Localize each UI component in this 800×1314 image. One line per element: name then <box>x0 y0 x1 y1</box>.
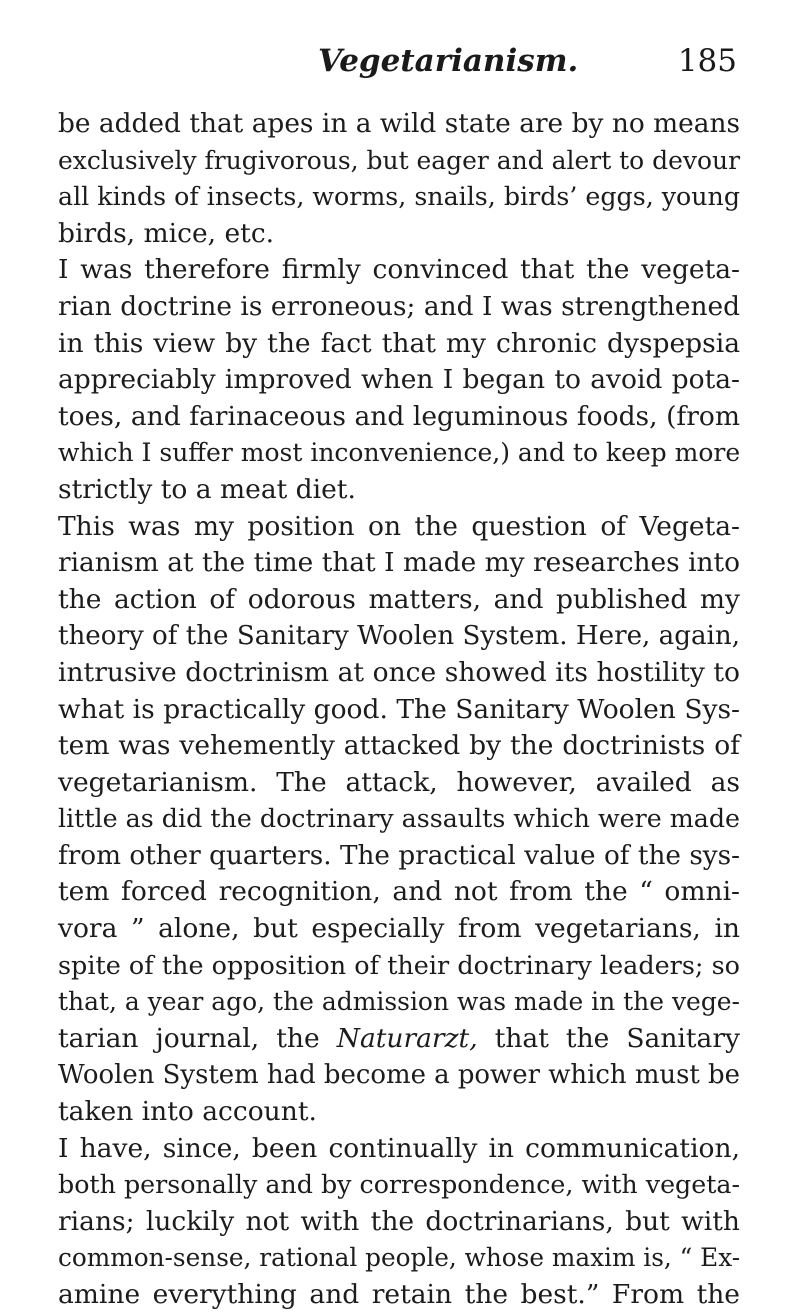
text-line: Woolen System had become a power which must be <box>58 1060 740 1091</box>
text-line: strictly to a meat diet. <box>58 473 356 505</box>
text-line: taken into account. <box>58 1096 317 1128</box>
text-line: little as did the doctrinary assaults which were made <box>58 804 740 834</box>
text-line: rians; luckily not with the doctrinarians, but with <box>58 1205 740 1237</box>
text-line: which I suffer most inconvenience,) and to keep more <box>58 438 741 468</box>
text-line: I was therefore firmly convinced that the vegeta- <box>58 254 740 286</box>
text-segment: tarian journal, the <box>58 1022 337 1054</box>
text-line: be added that apes in a wild state are by no means <box>58 109 740 139</box>
text-line: vegetarianism. The attack, however, availed as <box>58 766 740 798</box>
text-line: from other quarters. The practical value of the sys- <box>58 840 740 871</box>
text-line: vora ” alone, but especially from vegetarians, in <box>58 913 740 945</box>
journal-title: Naturarzt, <box>336 1022 478 1054</box>
text-line: birds, mice, etc. <box>58 217 275 249</box>
text-line: appreciably improved when I began to avoid pota- <box>58 364 740 396</box>
text-line: toes, and farinaceous and leguminous foods, (from <box>58 400 740 432</box>
text-line: tem forced recognition, and not from the “ omni- <box>58 876 740 908</box>
body-text <box>58 106 740 1314</box>
text-line: both personally and by correspondence, with vegeta- <box>58 1170 740 1200</box>
text-line: amine everything and retain the best.” From the <box>58 1279 740 1310</box>
running-title: Vegetarianism. <box>318 43 579 79</box>
running-head <box>0 40 800 96</box>
text-line: rianism at the time that I made my researches into <box>58 548 740 579</box>
text-line: intrusive doctrinism at once showed its hostility to <box>58 656 740 688</box>
text-line: theory of the Sanitary Woolen System. Here, again, <box>58 621 740 652</box>
text-line: what is practically good. The Sanitary Woolen Sys- <box>58 693 740 725</box>
text-line: all kinds of insects, worms, snails, birds’ eggs, young <box>58 182 740 212</box>
page-number: 185 <box>677 43 737 79</box>
text-line: I have, since, been continually in communication, <box>58 1132 740 1164</box>
text-line <box>58 1021 740 1058</box>
text-line: rian doctrine is erroneous; and I was strengthened <box>58 291 740 322</box>
text-line: This was my position on the question of Vegeta- <box>58 510 740 542</box>
text-line: in this view by the fact that my chronic dyspepsia <box>58 327 740 359</box>
text-line: common-sense, rational people, whose maxim is, “ Ex- <box>58 1243 741 1273</box>
text-line: the action of odorous matters, and published my <box>58 583 740 615</box>
text-line: that, a year ago, the admission was made in the vege- <box>58 987 740 1017</box>
text-line: spite of the opposition of their doctrinary leaders; so <box>58 950 740 981</box>
text-segment: that the Sanitary <box>477 1022 740 1054</box>
text-line: exclusively frugivorous, but eager and alert to devour <box>58 145 740 175</box>
text-line: tem was vehemently attacked by the doctrinists of <box>58 730 740 762</box>
